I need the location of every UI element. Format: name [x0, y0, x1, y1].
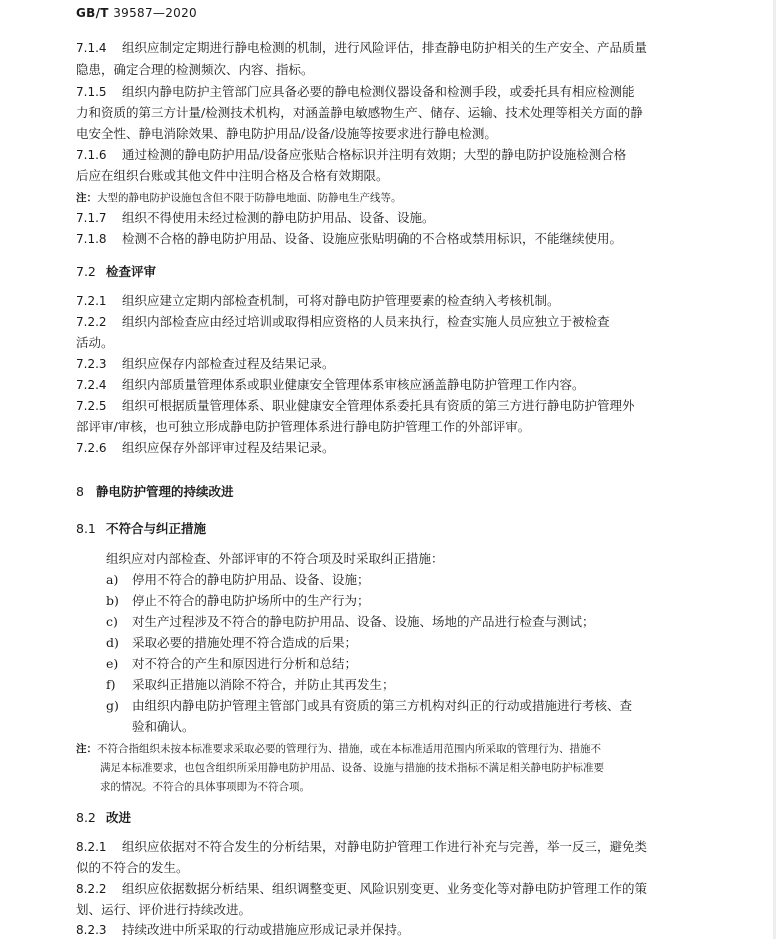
clause-8-2-2-cont: 划、运行、评价进行持续改进。	[76, 902, 252, 917]
clause-7-1-5-cont: 电安全性、静电消除效果、静电防护用品/设备/设施等按要求进行静电检测。	[76, 126, 497, 141]
clause-7-1-5-cont: 力和资质的第三方计量/检测技术机构，对涵盖静电敏感物生产、储存、运输、技术处理等相关方面的静	[76, 105, 643, 120]
clause-7-1-6-cont: 后应在组织台账或其他文件中注明合格及合格有效期限。	[76, 168, 389, 183]
list-item-e: e) 对不符合的产生和原因进行分析和总结；	[106, 656, 358, 671]
section-heading-8-1: 8.1 不符合与纠正措施	[76, 521, 207, 536]
list-item-b: b) 停止不符合的静电防护场所中的生产行为；	[106, 593, 370, 608]
standard-header	[76, 6, 197, 20]
note-8-1-cont: 求的情况。不符合的具体事项即为不符合项。	[100, 781, 310, 793]
clause-7-1-4-cont: 隐患，确定合理的检测频次、内容、指标。	[76, 62, 314, 77]
note-7-1-6: 注：大型的静电防护设施包含但不限于防静电地面、防静电生产线等。	[76, 192, 402, 204]
clause-7-1-8: 7.1.8 检测不合格的静电防护用品、设备、设施应张贴明确的不合格或禁用标识，不能继续使用。	[76, 231, 623, 246]
clause-7-2-5-cont: 部评审/审核，也可独立形成静电防护管理体系进行静电防护管理工作的外部评审。	[76, 419, 531, 434]
list-item-g-cont: 验和确认。	[132, 719, 195, 734]
clause-7-1-5: 7.1.5 组织内静电防护主管部门应具备必要的静电检测仪器设备和检测手段，或委托具有相应检测能	[76, 84, 635, 99]
section-heading-8-2: 8.2 改进	[76, 810, 132, 825]
clause-7-1-4: 7.1.4 组织应制定定期进行静电检测的机制，进行风险评估，排查静电防护相关的生产安全、产品质量	[76, 40, 648, 55]
list-item-c: c) 对生产过程涉及不符合的静电防护用品、设备、设施、场地的产品进行检查与测试；	[106, 614, 595, 629]
clause-7-2-2-cont: 活动。	[76, 335, 114, 350]
clause-8-2-2: 8.2.2 组织应依据数据分析结果、组织调整变更、风险识别变更、业务变化等对静电防护管理工作的策	[76, 881, 648, 896]
clause-7-2-6: 7.2.6 组织应保存外部评审过程及结果记录。	[76, 440, 335, 455]
section-heading-7-2: 7.2 检查评审	[76, 264, 157, 279]
clause-7-2-1: 7.2.1 组织应建立定期内部检查机制，可将对静电防护管理要素的检查纳入考核机制。	[76, 293, 560, 308]
clause-7-2-5: 7.2.5 组织可根据质量管理体系、职业健康安全管理体系委托具有资质的第三方进行静电防护管理外	[76, 398, 635, 413]
list-item-f: f) 采取纠正措施以消除不符合，并防止其再发生；	[106, 677, 395, 692]
clause-7-1-6: 7.1.6 通过检测的静电防护用品/设备应张贴合格标识并注明有效期；大型的静电防护设施检测合格	[76, 147, 627, 162]
clause-7-2-3: 7.2.3 组织应保存内部检查过程及结果记录。	[76, 356, 335, 371]
note-8-1: 注：不符合指组织未按本标准要求采取必要的管理行为、措施，或在本标准适用范围内所采取的管理行为、措施不	[76, 743, 601, 755]
clause-7-2-2: 7.2.2 组织内部检查应由经过培训或取得相应资格的人员来执行，检查实施人员应独立于被检查	[76, 314, 610, 329]
clause-8-2-3: 8.2.3 持续改进中所采取的行动或措施应形成记录并保持。	[76, 922, 410, 937]
standard-code: GB/T	[76, 6, 109, 20]
list-item-a: a) 停用不符合的静电防护用品、设备、设施；	[106, 572, 370, 587]
clause-8-2-1: 8.2.1 组织应依据对不符合发生的分析结果，对静电防护管理工作进行补充与完善，举一反三，避免类	[76, 839, 648, 854]
intro-8-1: 组织应对内部检查、外部评审的不符合项及时采取纠正措施：	[106, 551, 444, 566]
clause-8-2-1-cont: 似的不符合的发生。	[76, 860, 189, 875]
clause-7-1-7: 7.1.7 组织不得使用未经过检测的静电防护用品、设备、设施。	[76, 210, 435, 225]
note-8-1-cont: 满足本标准要求，也包含组织所采用静电防护用品、设备、设施与措施的技术指标不满足相关静电防护标准要	[100, 762, 604, 774]
clause-7-2-4: 7.2.4 组织内部质量管理体系或职业健康安全管理体系审核应涵盖静电防护管理工作内容。	[76, 377, 585, 392]
section-heading-8: 8 静电防护管理的持续改进	[76, 484, 234, 499]
standard-number: 39587—2020	[113, 6, 197, 20]
list-item-d: d) 采取必要的措施处理不符合造成的后果；	[106, 635, 358, 650]
list-item-g: g) 由组织内静电防护管理主管部门或具有资质的第三方机构对纠正的行动或措施进行考核、查	[106, 698, 633, 713]
